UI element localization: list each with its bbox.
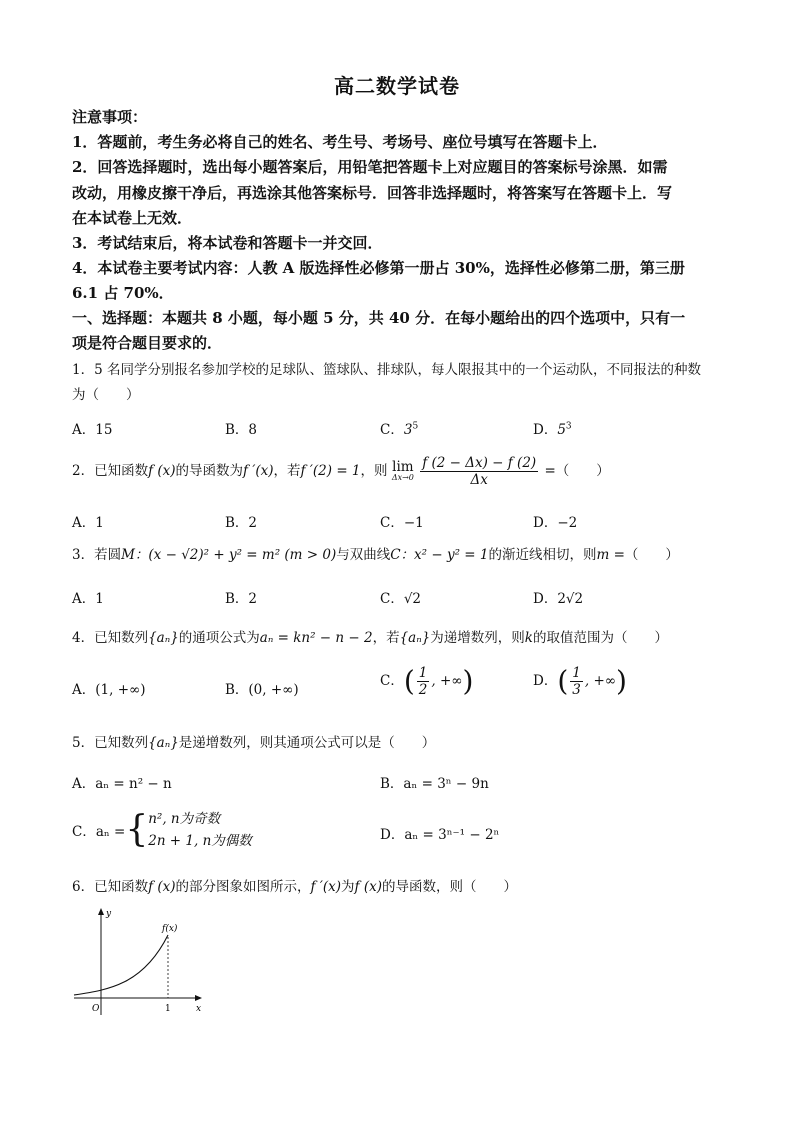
q6-stem: 6．已知函数f (x)的部分图象如图所示，f ′(x)为f (x)的导函数，则（ ）: [72, 879, 517, 895]
q3-option-a: A．1: [72, 591, 104, 607]
q5-stem: 5．已知数列{aₙ}是递增数列，则其通项公式可以是（ ）: [72, 735, 436, 751]
q2-option-d: D．−2: [533, 515, 578, 531]
y-axis-label: y: [106, 909, 112, 919]
q5-option-a: A．aₙ = n² − n: [72, 776, 172, 792]
notice-item-2-line-2: 改动，用橡皮擦干净后，再选涂其他答案标号．回答非选择题时，将答案写在答题卡上．写: [72, 184, 673, 202]
q2-option-c: C．−1: [380, 515, 424, 531]
curve-label: f(x): [162, 924, 178, 934]
q4-option-a: A．(1, +∞): [72, 682, 146, 698]
q5-option-d: D．aₙ = 3ⁿ⁻¹ − 2ⁿ: [380, 827, 500, 843]
q3-option-b: B．2: [225, 591, 258, 607]
notice-item-4-line-1: 4．本试卷主要考试内容：人教 A 版选择性必修第一册占 30%，选择性必修第二册，第三册: [72, 259, 685, 277]
q4-option-c: C．( $\frac{1}{2}$ , +∞): [380, 664, 474, 698]
q4-stem: 4．已知数列{aₙ}的通项公式为aₙ = kn² − n − 2，若{aₙ}为递增数列，则k的取值范围为（ ）: [72, 630, 668, 646]
section-heading-line-2: 项是符合题目要求的．: [72, 334, 223, 352]
q1-stem-line-2: 为（ ）: [72, 387, 140, 403]
notice-item-2-line-1: 2．回答选择题时，选出每小题答案后，用铅笔把答题卡上对应题目的答案标号涂黑．如需: [72, 158, 668, 176]
page-title: 高二数学试卷: [334, 74, 460, 98]
notice-item-4-line-2: 6.1 占 70%．: [72, 284, 174, 302]
q1-stem-line-1: 1．5 名同学分别报名参加学校的足球队、篮球队、排球队，每人限报其中的一个运动队，不同报法的种数: [72, 362, 701, 378]
notice-heading: 注意事项：: [72, 108, 148, 126]
origin-label: O: [92, 1004, 100, 1014]
q5-option-b: B．aₙ = 3ⁿ − 9n: [380, 776, 489, 792]
q4-option-d: D．( $\frac{1}{3}$ , +∞): [533, 664, 627, 698]
q3-option-d: D．2√2: [533, 591, 584, 607]
q2-option-a: A．1: [72, 515, 104, 531]
q2-limit-operator: lim Δx→0: [391, 458, 414, 483]
q1-option-d: D．$5^3$: [533, 421, 572, 438]
section-heading-line-1: 一、选择题：本题共 8 小题，每小题 5 分，共 40 分．在每小题给出的四个选项中，只有一: [72, 309, 686, 327]
q2-stem: 2．已知函数f (x)的导函数为f ′(x)，若f ′(2) = 1，则 lim Δx→0 $\frac{f (2 - \Delta x) - f (2)}{\Delta x}$ =（ ）: [72, 455, 610, 488]
x-tick-label-1: 1: [165, 1004, 171, 1014]
q5-option-c: C．aₙ ={ n², n为奇数 2n + 1, n为偶数: [72, 809, 252, 850]
q2-option-b: B．2: [225, 515, 258, 531]
function-curve: [74, 935, 168, 995]
q3-option-c: C．√2: [380, 591, 422, 607]
q4-option-b: B．(0, +∞): [225, 682, 299, 698]
notice-item-3: 3．考试结束后，将本试卷和答题卡一并交回．: [72, 234, 383, 252]
q1-option-a: A．15: [72, 422, 113, 438]
x-axis-arrow: [195, 995, 202, 1001]
q2-fraction: $\frac{f (2 - \Delta x) - f (2)}{\Delta x}$: [422, 455, 537, 488]
y-axis-arrow: [98, 908, 104, 915]
q3-stem: 3．若圆M：(x − √2)² + y² = m² (m > 0)与双曲线C：x² − y² = 1的渐近线相切，则m =（ ）: [72, 547, 679, 563]
q6-function-graph: [68, 905, 208, 1020]
x-axis-label: x: [196, 1004, 202, 1014]
q1-option-b: B．8: [225, 422, 258, 438]
q1-option-c: C．$3^5$: [380, 421, 419, 438]
notice-item-2-line-3: 在本试卷上无效．: [72, 209, 193, 227]
notice-item-1: 1．答题前，考生务必将自己的姓名、考生号、考场号、座位号填写在答题卡上．: [72, 133, 608, 151]
